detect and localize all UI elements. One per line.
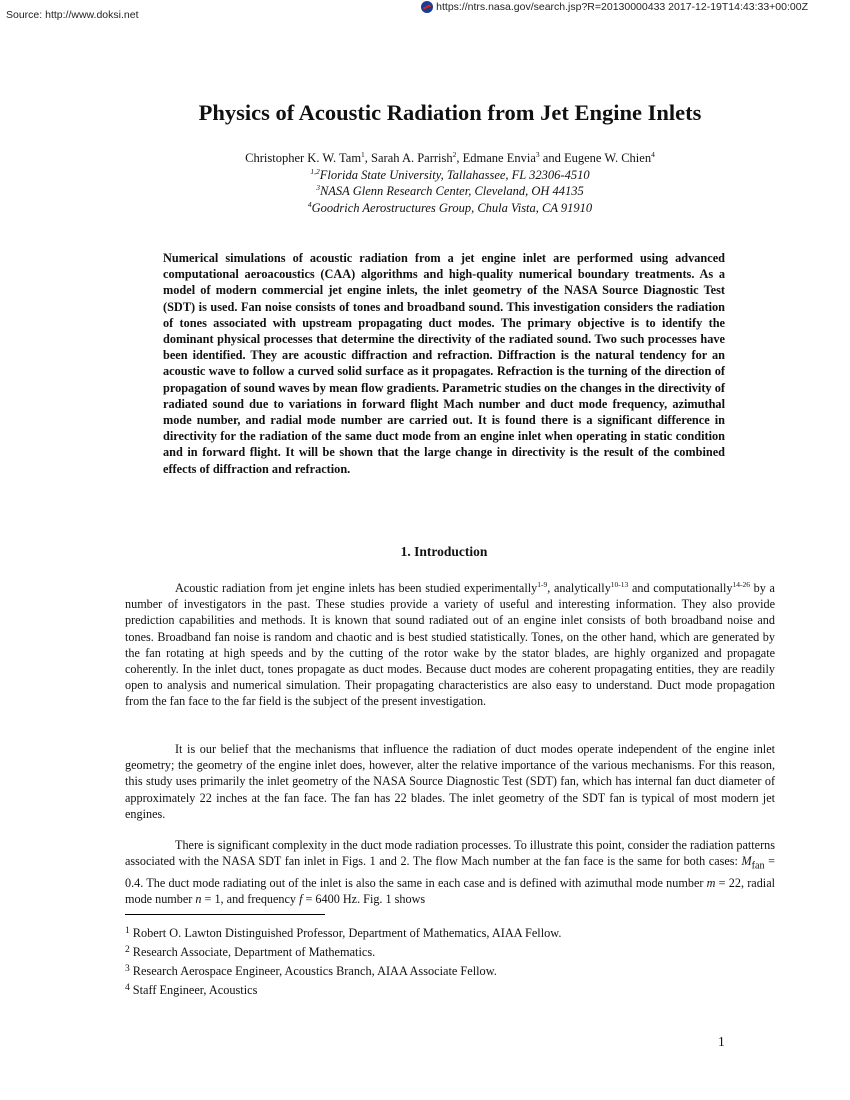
footnote-text: Research Associate, Department of Mathematics. <box>132 945 376 959</box>
author-name: Christopher K. W. Tam <box>245 151 362 165</box>
affiliation-superscript: 4 <box>307 199 312 209</box>
intro-paragraph-3 <box>125 837 775 907</box>
footnote <box>125 943 561 962</box>
footnote-number: 2 <box>125 945 130 955</box>
source-watermark: Source: http://www.doksi.net <box>6 9 139 21</box>
author-superscript: 4 <box>651 149 655 159</box>
paper-title: Physics of Acoustic Radiation from Jet Engine Inlets <box>198 100 702 125</box>
abstract: Numerical simulations of acoustic radiation from a jet engine inlet are performed using advanced computational aeroacoustics (CAA) algorithms and high-quality numerical boundary treatments. As a model of modern commercial jet engine inlets, the inlet geometry of the NASA Source Diagnostic Test (SDT) is used. Fan noise consists of tones and broadband sound. This investigation considers the radiation of tones associated with upstream propagating duct modes. The primary objective is to identify the dominant physical processes that determine the directivity of the radiated sound. Two such processes have been identified. They are acoustic diffraction and refraction. Diffraction is the natural tendency for an acoustic wave to follow a curved solid surface as it propagates. Refraction is the turning of the direction of propagation of sound waves by mean flow gradients. Parametric studies on the changes in the directivity of radiated sound due to variations in forward flight Mach number and duct mode frequency, azimuthal mode number, and radial mode number are carried out. It is found there is a significant difference in directivity for the radiation of the same duct mode from an engine inlet when operating in static condition and in forward flight. It will be shown that the large change in directivity is the result of the combined effects of diffraction and refraction. <box>163 251 725 476</box>
citation-superscript: 14-26 <box>732 579 750 589</box>
author-block <box>0 150 850 216</box>
math-variable: M <box>741 854 752 869</box>
author-superscript: 1 <box>361 149 365 159</box>
footnote-text: Robert O. Lawton Distinguished Professor, Department of Mathematics, AIAA Fellow. <box>132 926 562 940</box>
math-subscript: fan <box>751 860 765 872</box>
author-name: and Eugene W. Chien <box>539 151 652 165</box>
footnote-text: Staff Engineer, Acoustics <box>132 983 258 997</box>
citation-superscript: 1-9 <box>537 579 548 589</box>
footnote-divider <box>125 914 325 915</box>
affiliation-superscript: 1,2 <box>310 166 320 176</box>
footnote-number: 3 <box>125 964 130 974</box>
math-variable: m <box>706 875 716 890</box>
affiliation-text: Florida State University, Tallahassee, FL 32306-4510 <box>319 167 590 182</box>
section-heading: 1. Introduction <box>400 544 488 559</box>
nasa-ntrs-link[interactable]: https://ntrs.nasa.gov/search.jsp?R=20130000433 2017-12-19T14:43:33+00:00Z <box>436 1 808 13</box>
paragraph-text: by a number of investigators in the past. These studies provide a variety of useful and interesting information. They also provide prediction capabilities and methods. It is known that sound radiated out of an engine inlet consists of both broadband noise and tones. Broadband fan noise is random and chaotic and is best studied statistically. Tones, on the other hand, which are generated by the fan rotating at high speeds and by the cutting of the rotor wake by the stator blades, are highly organized and propagate coherently. In the inlet duct, tones propagate as duct modes. Because duct modes are coherent propagating entities, they are readily open to analysis and numerical simulation. Their propagating characteristics are also easy to understand. Duct mode propagation from the fan face to the far field is the subject of the present investigation. <box>125 581 775 709</box>
affiliation <box>0 167 850 184</box>
math-variable: n <box>195 892 202 907</box>
nasa-ntrs-header <box>421 1 808 13</box>
paragraph-text: = 0.4. The duct mode radiating out of the inlet is also the same in each case and is defined with azimuthal mode number <box>125 854 776 890</box>
author-superscript: 3 <box>535 149 540 159</box>
footnote <box>125 962 561 981</box>
paragraph-text: Acoustic radiation from jet engine inlets has been studied experimentally <box>175 581 538 595</box>
nasa-logo-icon <box>421 1 433 13</box>
paragraph-text: and computationally <box>628 581 733 595</box>
page-number: 1 <box>718 1034 725 1049</box>
author-name: , Edmane Envia <box>456 151 536 165</box>
author-superscript: 2 <box>452 149 457 159</box>
footnote-number: 4 <box>125 983 130 993</box>
footnote <box>125 981 561 1000</box>
paragraph-text: There is significant complexity in the duct mode radiation processes. To illustrate this point, consider the radiation patterns associated with the NASA SDT fan inlet in Figs. 1 and 2. The flow Mach number at the fan face is the same for both cases: <box>125 838 775 869</box>
affiliation-superscript: 3 <box>316 183 320 193</box>
affiliation-text: NASA Glenn Research Center, Cleveland, OH 44135 <box>319 184 584 199</box>
footnote-text: Research Aerospace Engineer, Acoustics Branch, AIAA Associate Fellow. <box>132 964 497 978</box>
footnote <box>125 924 561 943</box>
affiliation-text: Goodrich Aerostructures Group, Chula Vista, CA 91910 <box>311 200 593 215</box>
citation-superscript: 10-13 <box>610 579 629 589</box>
intro-paragraph-1 <box>125 580 775 710</box>
paragraph-text: = 22, radial mode number <box>125 875 775 907</box>
footnote-list <box>125 924 561 1000</box>
intro-paragraph-2: It is our belief that the mechanisms that influence the radiation of duct modes operate independent of the engine inlet geometry; the geometry of the engine inlet does, however, alter the relative importance of the various mechanisms. For this reason, this study uses primarily the inlet geometry of the NASA Source Diagnostic Test (SDT) fan, which has internal fan duct diameter of approximately 22 inches at the fan face. The fan has 22 blades. The inlet geometry of the SDT fan is typical of most modern jet engines. <box>125 742 775 821</box>
paragraph-text: = 6400 Hz. Fig. 1 shows <box>302 892 426 907</box>
paragraph-text: , analytically <box>547 581 611 595</box>
author-name: , Sarah A. Parrish <box>364 151 453 165</box>
footnote-number: 1 <box>125 926 130 936</box>
math-variable: f <box>299 892 303 907</box>
affiliation <box>0 200 850 217</box>
affiliation <box>0 183 850 200</box>
author-line <box>0 150 850 167</box>
paragraph-text: = 1, and frequency <box>201 892 300 907</box>
